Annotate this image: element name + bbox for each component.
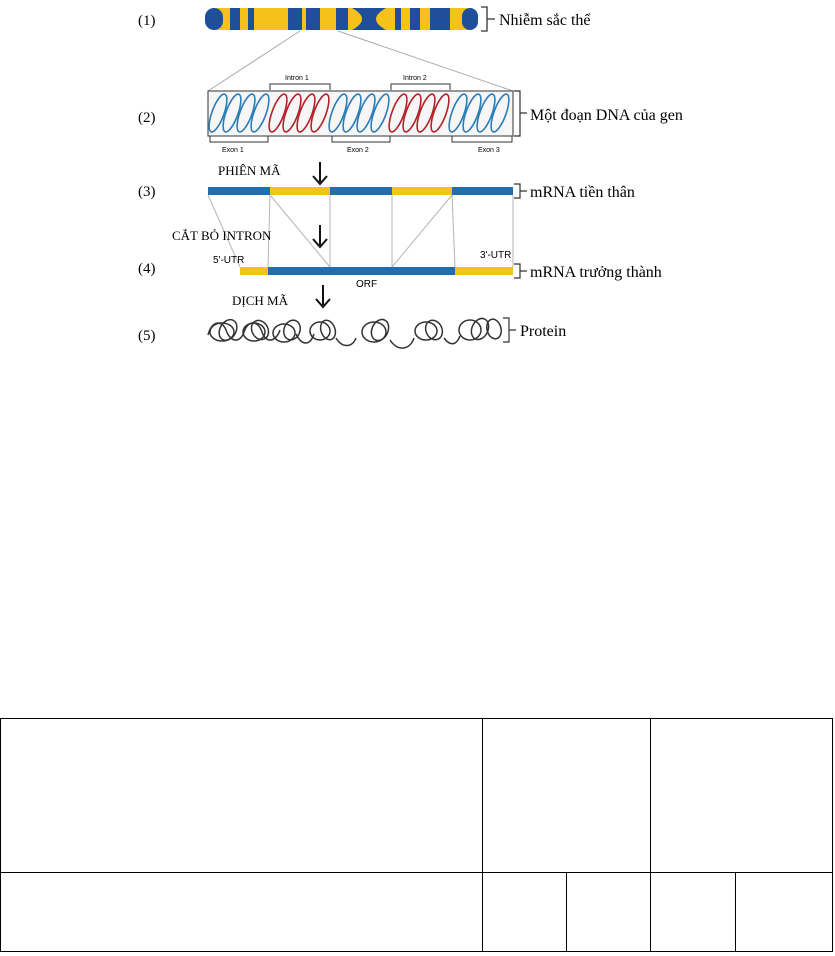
mature-mrna-bracket [514,264,527,278]
intron2-label: Intron 2 [403,75,427,82]
pre-mrna-label: mRNA tiền thân [530,184,635,201]
down-arrow-icon [316,285,330,307]
protein-chain [208,316,503,348]
protein-bracket [503,318,516,342]
table-column-divider [566,872,567,951]
answer-table [0,718,833,952]
dna-bracket [514,91,527,136]
transcription-label: PHIÊN MÃ [218,163,281,178]
step-number-5: (5) [138,328,156,344]
chromosome [205,8,478,30]
gene-expression-diagram [0,0,835,380]
exon1-label: Exon 1 [222,147,244,154]
down-arrow-icon [313,162,327,184]
step-number-2: (2) [138,110,156,126]
chromosome-label: Nhiễm sắc thể [499,12,591,29]
orf-label: ORF [356,279,378,290]
mature-mrna [240,267,513,275]
exon2-label: Exon 2 [347,147,369,154]
step-number-1: (1) [138,13,156,29]
translation-label: DỊCH MÃ [232,293,288,308]
step-number-3: (3) [138,184,156,200]
pre-mrna-bracket [514,184,527,198]
table-column-divider [650,719,651,951]
table-row-divider [1,872,832,873]
pre-mrna [208,187,513,195]
protein-label: Protein [520,323,567,340]
dna-label: Một đoạn DNA của gen [530,107,683,124]
exon3-label: Exon 3 [478,147,500,154]
step-number-4: (4) [138,261,156,277]
table-column-divider [482,719,483,951]
intron1-label: Intron 1 [285,75,309,82]
table-column-divider [735,872,736,951]
splicing-label: CẮT BỎ INTRON [172,228,272,243]
down-arrow-icon [313,225,327,247]
mature-mrna-label: mRNA trưởng thành [530,264,662,281]
utr5-label: 5'-UTR [213,255,245,266]
chromosome-bracket [481,7,495,31]
utr3-label: 3'-UTR [480,250,512,261]
